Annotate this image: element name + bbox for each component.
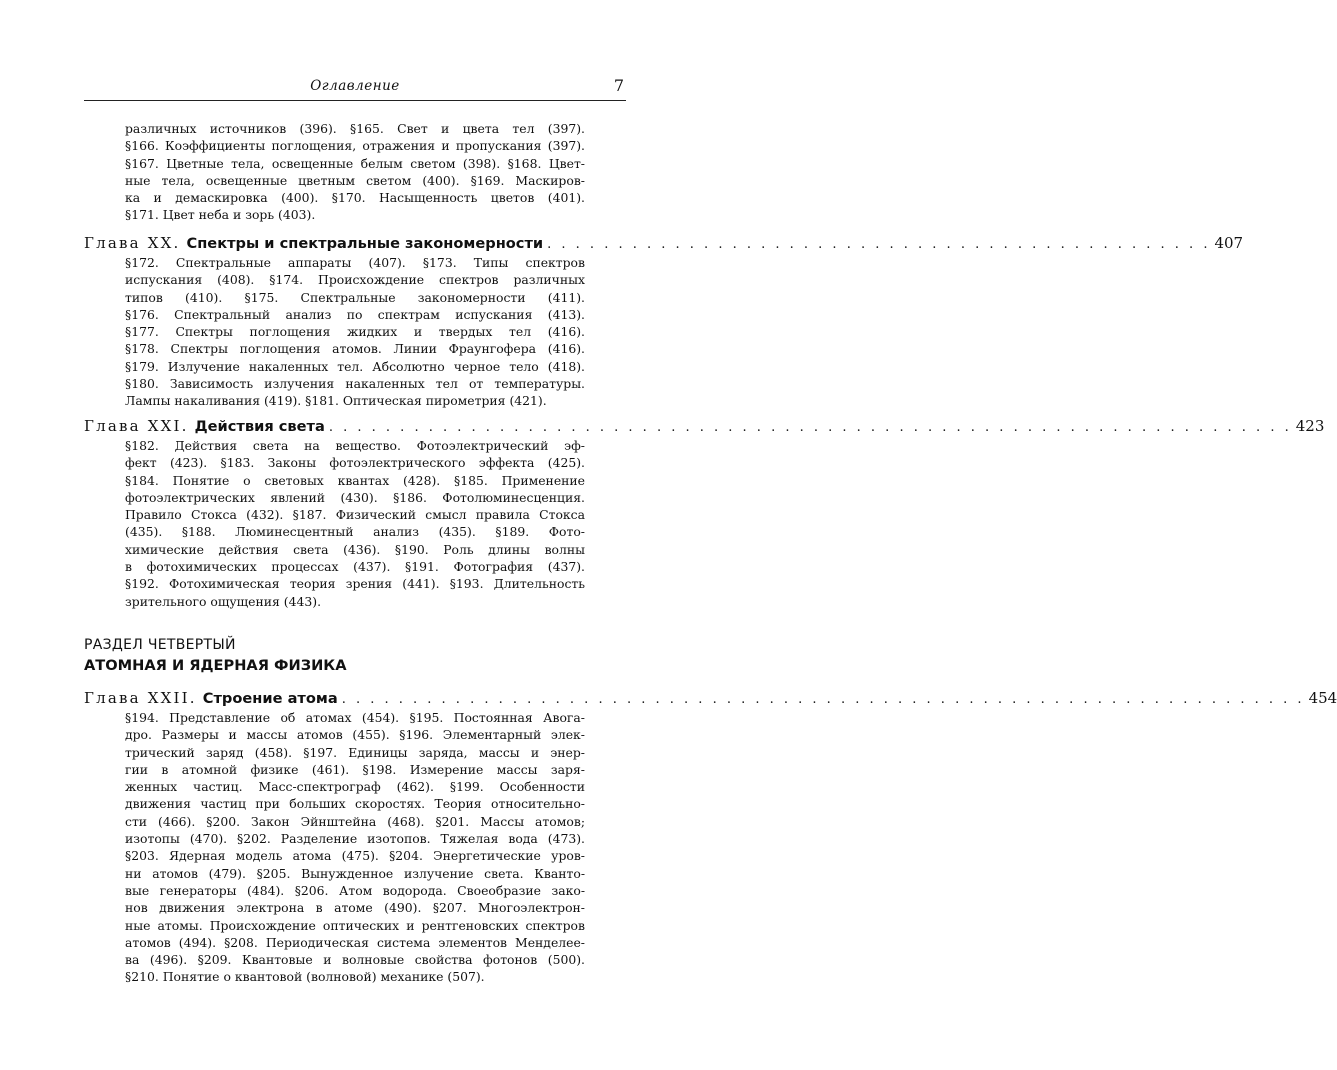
contents-line: ни атомов (479). §205. Вынужденное излучение света. Кванто- xyxy=(125,865,585,881)
contents-line: химические действия света (436). §190. Роль длины волны xyxy=(125,541,585,557)
contents-line: §184. Понятие о световых квантах (428). §185. Применение xyxy=(125,472,585,488)
contents-line: в фотохимических процессах (437). §191. Фотография (437). xyxy=(125,559,585,575)
contents-line: §194. Представление об атомах (454). §195. Постоянная Авога- xyxy=(125,710,585,725)
contents-line: ные атомы. Происхождение оптических и рентгеновских спектров xyxy=(125,917,585,933)
chapter-20-number: Глава XX. xyxy=(84,234,181,252)
contents-line: §178. Спектры поглощения атомов. Линии Фраунгофера (416). xyxy=(125,341,585,357)
contents-line: §182. Действия света на вещество. Фотоэлектрический эф- xyxy=(125,438,585,453)
contents-line: §171. Цвет неба и зорь (403). xyxy=(125,207,316,223)
contents-line: (435). §188. Люминесцентный анализ (435). §189. Фото- xyxy=(125,524,585,540)
contents-line: атомов (494). §208. Периодическая система элементов Менделее- xyxy=(125,934,585,950)
contents-line: §179. Излучение накаленных тел. Абсолютно черное тело (418). xyxy=(125,358,585,374)
chapter-22-title: Строение атома xyxy=(202,690,338,707)
chapter-21-number: Глава XXI. xyxy=(84,417,189,435)
chapter-22-page: 454 xyxy=(1308,689,1337,707)
contents-line: ка и демаскировка (400). §170. Насыщенность цветов (401). xyxy=(125,190,585,206)
contents-line: трический заряд (458). §197. Единицы заряда, массы и энер- xyxy=(125,744,585,760)
contents-line: изотопы (470). §202. Разделение изотопов. Тяжелая вода (473). xyxy=(125,831,585,847)
contents-line: фект (423). §183. Законы фотоэлектрического эффекта (425). xyxy=(125,455,585,471)
section-title: АТОМНАЯ И ЯДЕРНАЯ ФИЗИКА xyxy=(84,657,347,674)
contents-line: женных частиц. Масс-спектрограф (462). §199. Особенности xyxy=(125,779,585,795)
contents-line: §177. Спектры поглощения жидких и твердых тел (416). xyxy=(125,324,585,340)
contents-line: сти (466). §200. Закон Эйнштейна (468). §201. Массы атомов; xyxy=(125,813,585,829)
contents-line: §166. Коэффициенты поглощения, отражения и пропускания (397). xyxy=(125,138,585,154)
contents-line: движения частиц при больших скоростях. Теория относительно- xyxy=(125,796,585,812)
contents-line: ные тела, освещенные цветным светом (400). §169. Маскиров- xyxy=(125,172,585,188)
contents-line: §176. Спектральный анализ по спектрам испускания (413). xyxy=(125,306,585,322)
page-number: 7 xyxy=(613,76,624,95)
contents-line: вые генераторы (484). §206. Атом водорода. Своеобразие зако- xyxy=(125,882,585,898)
chapter-21-contents xyxy=(125,437,585,610)
chapter-22-contents xyxy=(125,709,585,986)
intro-paragraph xyxy=(125,120,585,224)
chapter-20-leader: . . . . . . . . . . . . . . . . . . . . . . . . . . . . . . . . . . . . . . . . . . . . . . . xyxy=(547,237,1211,252)
contents-line: различных источников (396). §165. Свет и цвета тел (397). xyxy=(125,121,585,136)
contents-line: фотоэлектрических явлений (430). §186. Фотолюминесценция. xyxy=(125,489,585,505)
chapter-21-title: Действия света xyxy=(194,418,325,435)
chapter-22-leader: . . . . . . . . . . . . . . . . . . . . . . . . . . . . . . . . . . . . . . . . . . . . . . . . . . . . . . . . . . . . . . . . . . . . xyxy=(341,692,1305,707)
contents-line: §180. Зависимость излучения накаленных тел от температуры. xyxy=(125,376,585,392)
contents-line: ва (496). §209. Квантовые и волновые свойства фотонов (500). xyxy=(125,952,585,968)
contents-line: Лампы накаливания (419). §181. Оптическая пирометрия (421). xyxy=(125,393,547,409)
contents-line: типов (410). §175. Спектральные закономерности (411). xyxy=(125,289,585,305)
chapter-21-page: 423 xyxy=(1295,417,1325,435)
chapter-22-number: Глава XXII. xyxy=(84,689,197,707)
contents-line: §167. Цветные тела, освещенные белым светом (398). §168. Цвет- xyxy=(125,155,585,171)
chapter-20-heading xyxy=(84,234,1244,256)
running-header xyxy=(84,78,626,101)
contents-line: §192. Фотохимическая теория зрения (441). §193. Длительность xyxy=(125,576,585,592)
contents-line: зрительного ощущения (443). xyxy=(125,593,322,609)
contents-line: §203. Ядерная модель атома (475). §204. Энергетические уров- xyxy=(125,848,585,864)
chapter-21-heading xyxy=(84,417,1325,439)
contents-line: §210. Понятие о квантовой (волновой) механике (507). xyxy=(125,969,485,985)
chapter-20-page: 407 xyxy=(1214,234,1244,252)
chapter-20-contents xyxy=(125,254,585,410)
contents-line: дро. Размеры и массы атомов (455). §196. Элементарный элек- xyxy=(125,727,585,743)
contents-line: Правило Стокса (432). §187. Физический смысл правила Стокса xyxy=(125,507,585,523)
contents-line: нов движения электрона в атоме (490). §207. Многоэлектрон- xyxy=(125,900,585,916)
chapter-22-heading xyxy=(84,689,1337,711)
chapter-20-title: Спектры и спектральные закономерности xyxy=(186,235,544,252)
running-header-title: Оглавление xyxy=(310,78,400,94)
chapter-21-leader: . . . . . . . . . . . . . . . . . . . . . . . . . . . . . . . . . . . . . . . . . . . . . . . . . . . . . . . . . . . . . . . . . . . . xyxy=(328,420,1292,435)
contents-line: гии в атомной физике (461). §198. Измерение массы заря- xyxy=(125,761,585,777)
contents-line: испускания (408). §174. Происхождение спектров различных xyxy=(125,272,585,288)
section-label: РАЗДЕЛ ЧЕТВЕРТЫЙ xyxy=(84,637,236,653)
contents-line: §172. Спектральные аппараты (407). §173. Типы спектров xyxy=(125,255,585,270)
